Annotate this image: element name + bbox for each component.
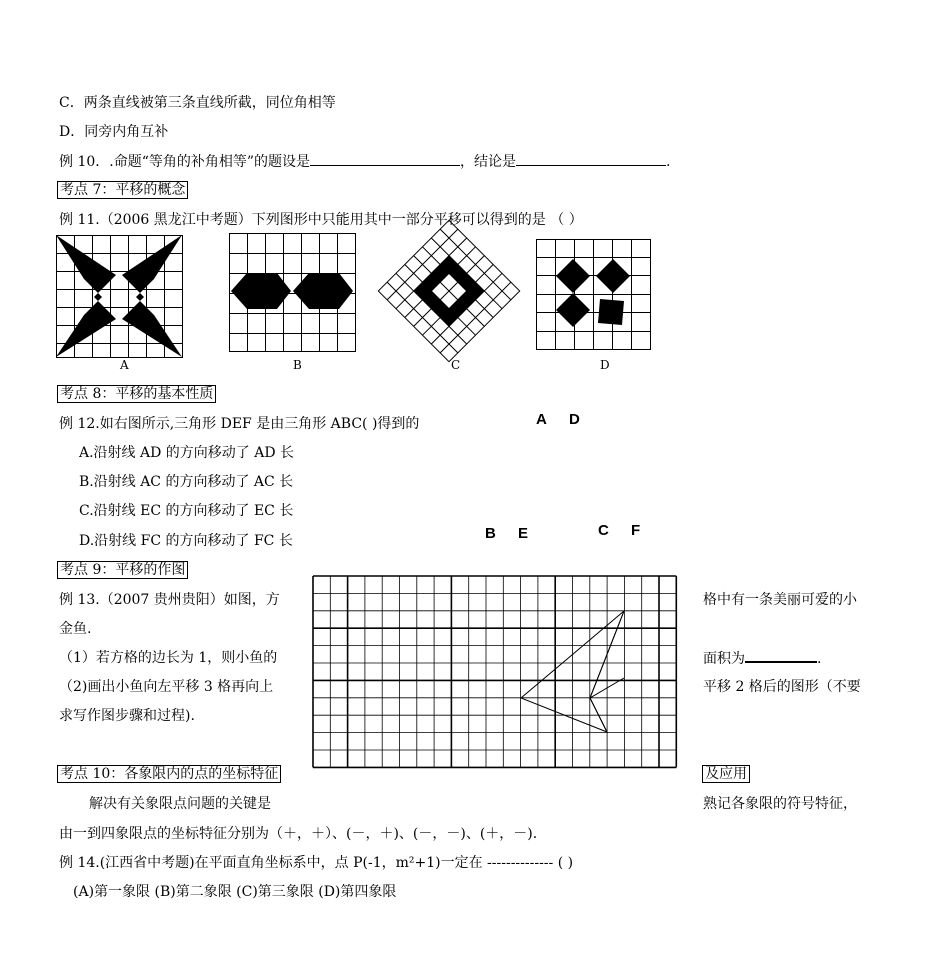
- example-13-left-5: 求写作图步骤和过程).: [59, 708, 195, 724]
- kp7-title: 考点 7：平移的概念: [57, 181, 188, 199]
- point-label-c: C: [598, 522, 609, 539]
- kp9-title: 考点 9：平移的作图: [57, 561, 188, 579]
- example-14-options: (A)第一象限 (B)第二象限 (C)第三象限 (D)第四象限: [73, 884, 397, 900]
- figure-a: [56, 235, 184, 360]
- example-13-left-2: 金鱼.: [59, 621, 92, 637]
- option-d: D．同旁内角互补: [59, 124, 169, 140]
- example-12-option-a: A.沿射线 AD 的方向移动了 AD 长: [79, 445, 295, 461]
- example-11: 例 11.（2006 黑龙江中考题）下列图形中只能用其中一部分平移可以得到的是 （ ）: [59, 212, 583, 228]
- summary-right: 熟记各象限的符号特征，: [703, 796, 857, 812]
- point-label-b: B: [485, 525, 496, 542]
- figure-d-caption: D: [600, 358, 610, 372]
- kp10-title: 考点 10：各象限内的点的坐标特征: [57, 765, 281, 783]
- example-12-option-d: D.沿射线 FC 的方向移动了 FC 长: [79, 533, 293, 549]
- figure-b-caption: B: [293, 358, 302, 372]
- example-13-left-3: （1）若方格的边长为 1，则小鱼的: [59, 650, 278, 666]
- area-blank: [745, 649, 817, 663]
- point-label-e: E: [518, 525, 529, 542]
- conclusion-blank: [516, 153, 666, 166]
- example-14: 例 14.(江西省中考题)在平面直角坐标系中，点 P(-1，m²+1)一定在 -------------- ( ): [59, 855, 574, 871]
- example-10-conclusion: ，结论是: [460, 154, 517, 170]
- example-13-left-4: （2)画出小鱼向左平移 3 格再向上: [59, 679, 274, 695]
- example-13-right-1: 格中有一条美丽可爱的小: [703, 592, 857, 608]
- kp10-title-end: 及应用: [702, 765, 750, 783]
- example-12: 例 12.如右图所示,三角形 DEF 是由三角形 ABC( )得到的: [59, 416, 420, 432]
- figure-c-caption: C: [451, 358, 461, 372]
- example-12-option-c: C.沿射线 EC 的方向移动了 EC 长: [79, 503, 294, 519]
- point-label-d: D: [569, 411, 580, 428]
- figure-a-caption: A: [120, 358, 129, 372]
- example-10: 例 10．.命题“等角的补角相等”的题设是 ，结论是 .: [59, 154, 671, 170]
- kp8-title: 考点 8：平移的基本性质: [57, 385, 216, 403]
- premise-blank: [310, 153, 460, 166]
- figure-c: [372, 218, 526, 364]
- quadrant-signs: 由一到四象限点的坐标特征分别为（＋，＋）、(－，＋)、(－，－)、(＋，－)．: [59, 826, 547, 842]
- example-10-premise: 例 10．.命题“等角的补角相等”的题设是: [59, 154, 311, 170]
- goldfish-grid: [312, 575, 680, 771]
- example-13-left-1: 例 13.（2007 贵州贵阳）如图，方: [59, 592, 280, 608]
- point-label-f: F: [631, 522, 641, 539]
- example-12-option-b: B.沿射线 AC 的方向移动了 AC 长: [79, 474, 294, 490]
- figure-d: [536, 239, 654, 354]
- example-13-right-3: 面积为 .: [703, 651, 822, 667]
- option-c: C．两条直线被第三条直线所截，同位角相等: [59, 95, 336, 111]
- summary-left: 解决有关象限点问题的关键是: [89, 796, 271, 812]
- example-13-right-4: 平移 2 格后的图形（不要: [703, 679, 861, 695]
- figure-b: [229, 233, 357, 355]
- point-label-a: A: [536, 411, 547, 428]
